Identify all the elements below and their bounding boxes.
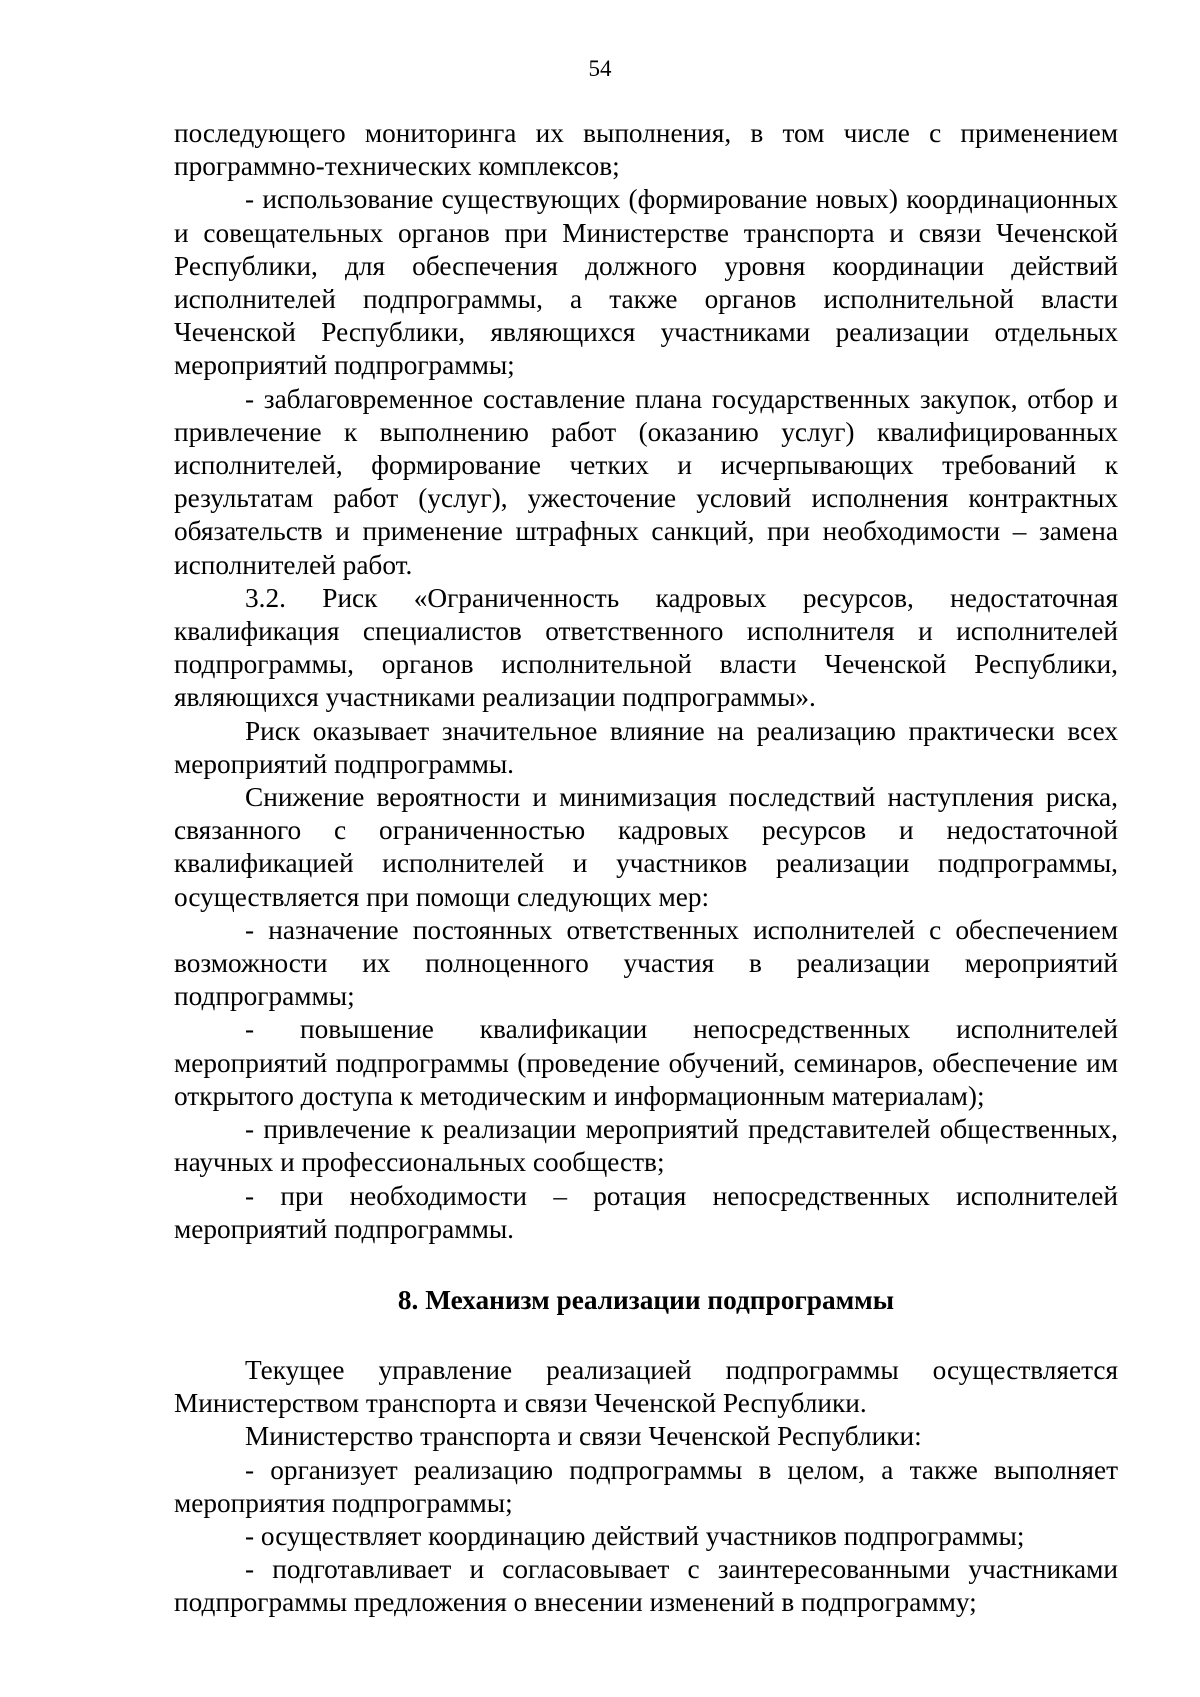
paragraph-risk-3-2: 3.2. Риск «Ограниченность кадровых ресурсов, недостаточная квалификация специалистов ответственного исполнителя и исполнителей подпрограммы, органов исполнительной власти Чеченской Республики, являющихся участниками реализации подпрограммы». [174, 582, 1118, 713]
list-item: - организует реализацию подпрограммы в целом, а также выполняет мероприятия подпрограммы; [174, 1454, 1118, 1518]
page-number: 54 [588, 56, 612, 81]
list-item: - привлечение к реализации мероприятий представителей общественных, научных и профессиональных сообществ; [174, 1114, 1118, 1178]
document-body [174, 117, 1118, 1620]
paragraph: Министерство транспорта и связи Чеченской Республики: [245, 1421, 922, 1452]
list-item: - использование существующих (формирование новых) координационных и совещательных органов при Министерстве транспорта и связи Чеченской Республики, для обеспечения должного уровня координации действий исполнителей подпрограммы, а также органов исполнительной власти Чеченской Республики, являющихся участниками реализации отдельных мероприятий подпрограммы; [174, 184, 1118, 381]
paragraph: Снижение вероятности и минимизация последствий наступления риска, связанного с ограниченностью кадровых ресурсов и недостаточной квалификацией исполнителей и участников реализации подпрограммы, осуществляется при помощи следующих мер: [174, 782, 1118, 912]
list-item: - осуществляет координацию действий участников подпрограммы; [245, 1520, 1025, 1551]
list-item: - повышение квалификации непосредственных исполнителей мероприятий подпрограммы (проведение обучений, семинаров, обеспечение им открытого доступа к методическим и информационным материалам); [174, 1014, 1118, 1111]
paragraph: последующего мониторинга их выполнения, в том числе с применением программно-технических комплексов; [174, 118, 1118, 182]
list-item: - заблаговременное составление плана государственных закупок, отбор и привлечение к выполнению работ (оказанию услуг) квалифицированных исполнителей, формирование четких и исчерпывающих требований к результатам работ (услуг), ужесточение условий исполнения контрактных обязательств и применение штрафных санкций, при необходимости – замена исполнителей работ. [174, 383, 1118, 580]
list-item: - при необходимости – ротация непосредственных исполнителей мероприятий подпрограммы. [174, 1180, 1118, 1244]
section-heading: 8. Механизм реализации подпрограммы [397, 1284, 895, 1315]
list-item: - подготавливает и согласовывает с заинтересованными участниками подпрограммы предложения о внесении изменений в подпрограмму; [174, 1554, 1118, 1618]
paragraph: Риск оказывает значительное влияние на реализацию практически всех мероприятий подпрограммы. [174, 715, 1118, 779]
paragraph: Текущее управление реализацией подпрограммы осуществляется Министерством транспорта и связи Чеченской Республики. [174, 1354, 1118, 1419]
list-item: - назначение постоянных ответственных исполнителей с обеспечением возможности их полноценного участия в реализации мероприятий подпрограммы; [174, 914, 1118, 1012]
